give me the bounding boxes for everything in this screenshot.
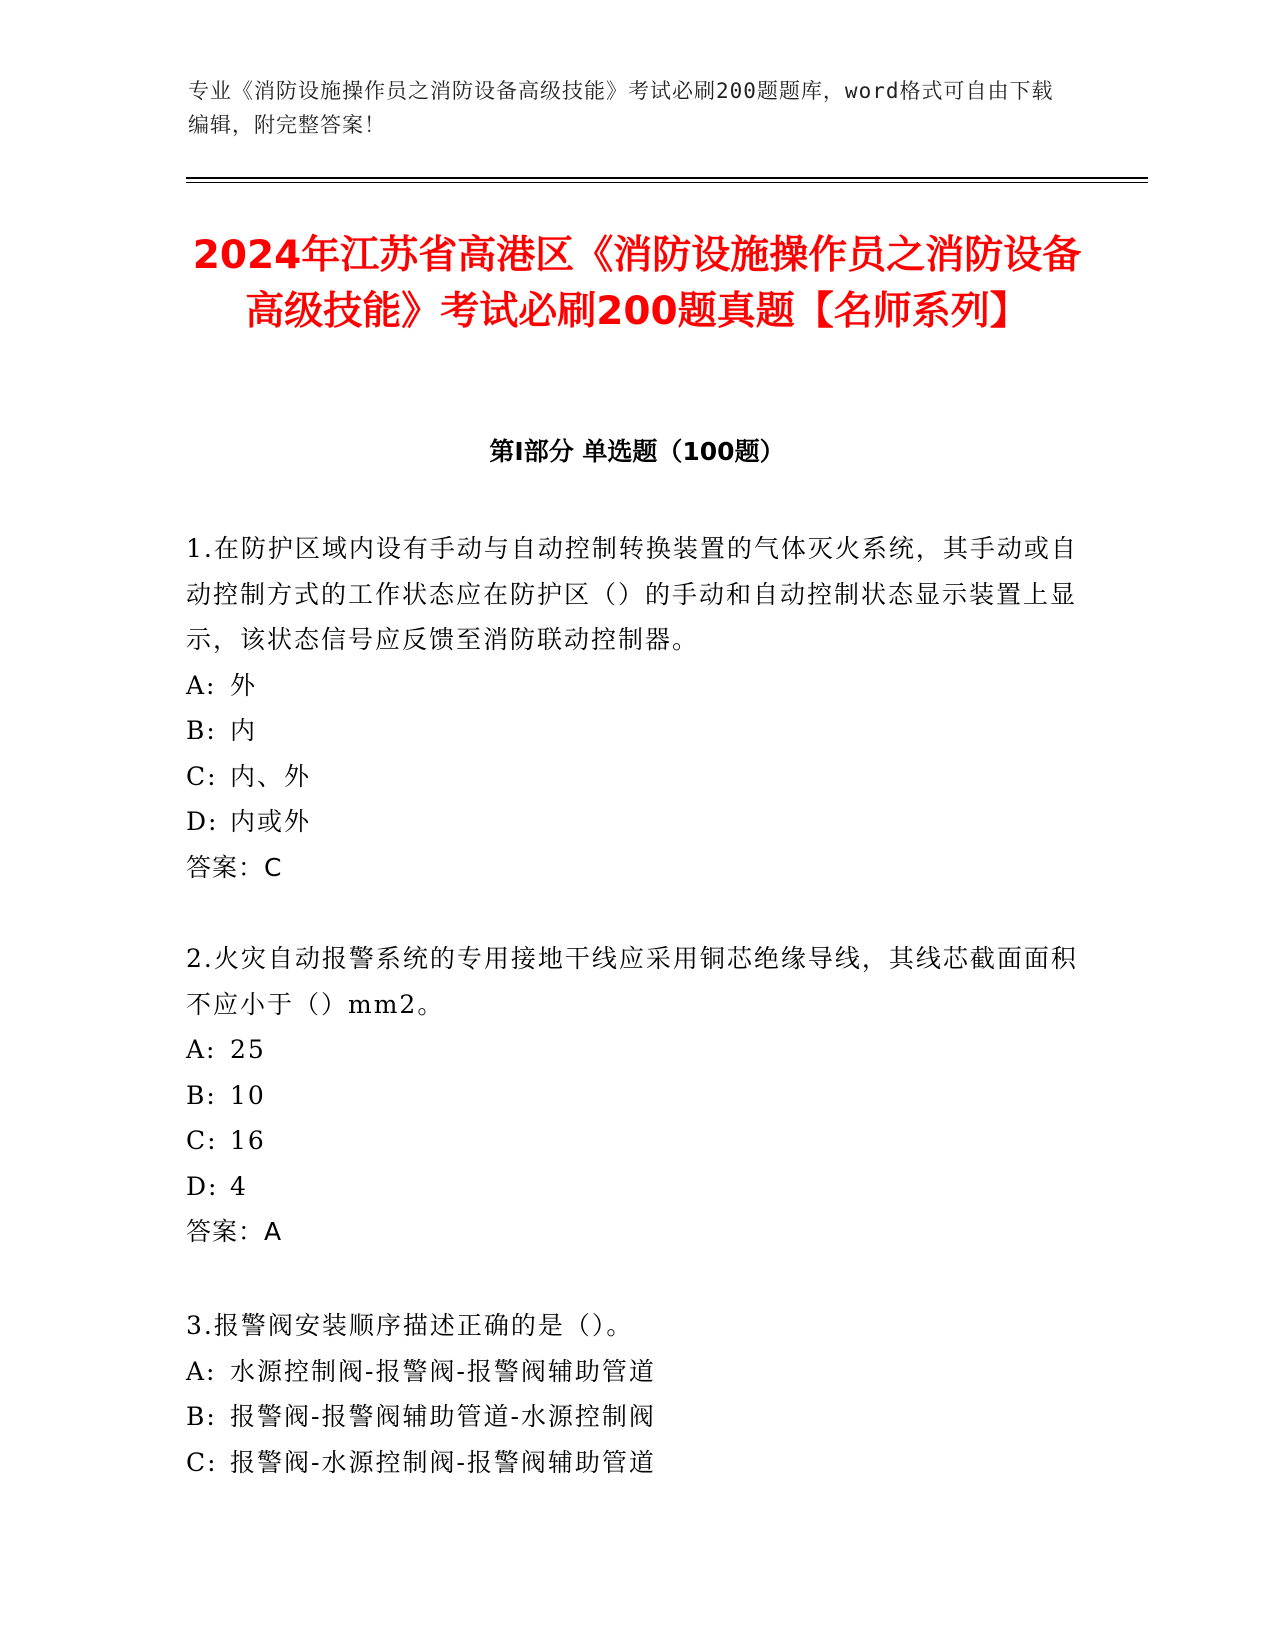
- option-text: 报警阀-水源控制阀-报警阀辅助管道: [230, 1447, 656, 1477]
- question-stem: 1.在防护区域内设有手动与自动控制转换装置的气体灭火系统，其手动或自动控制方式的工作状态应在防护区（）的手动和自动控制状态显示装置上显示，该状态信号应反馈至消防联动控制器。: [186, 534, 1078, 654]
- option-key: C:: [186, 1447, 218, 1477]
- option-text: 水源控制阀-报警阀-报警阀辅助管道: [230, 1356, 656, 1386]
- option-text: 10: [230, 1080, 266, 1110]
- answer-line: 答案：A: [186, 1217, 283, 1246]
- option-key: B:: [186, 1402, 217, 1431]
- option-text: 内: [230, 716, 258, 745]
- option-key: A:: [186, 1035, 217, 1064]
- option-a: [186, 1349, 1086, 1395]
- option-c: [186, 754, 1086, 800]
- option-a: [186, 663, 1086, 709]
- header-note: 专业《消防设施操作员之消防设备高级技能》考试必刷200题题库，word格式可自由下载编辑，附完整答案！: [188, 79, 1054, 137]
- option-key: C:: [186, 761, 218, 791]
- question-2: [186, 936, 1086, 1255]
- option-key: A:: [186, 1356, 217, 1386]
- option-text: 内或外: [230, 807, 312, 836]
- option-key: D:: [186, 1171, 219, 1201]
- option-key: B:: [186, 1080, 217, 1110]
- answer-line: 答案：C: [186, 852, 283, 882]
- option-key: A:: [186, 670, 217, 700]
- option-key: C:: [186, 1126, 218, 1155]
- option-c: [186, 1118, 1086, 1164]
- option-key: B:: [186, 716, 217, 745]
- option-text: 外: [230, 670, 258, 700]
- question-3: [186, 1303, 1086, 1485]
- option-b: [186, 1394, 1086, 1440]
- option-d: [186, 1164, 1086, 1210]
- option-a: [186, 1027, 1086, 1073]
- option-b: [186, 708, 1086, 754]
- question-stem: 3.报警阀安装顺序描述正确的是（）。: [186, 1311, 634, 1340]
- option-text: 4: [230, 1171, 248, 1201]
- question-stem: 2.火灾自动报警系统的专用接地干线应采用铜芯绝缘导线，其线芯截面面积不应小于（）mm2。: [186, 944, 1078, 1019]
- section-title: 第I部分 单选题（100题）: [489, 437, 785, 466]
- option-c: [186, 1440, 1086, 1486]
- question-1: [186, 526, 1086, 890]
- option-text: 16: [230, 1126, 266, 1155]
- option-d: [186, 799, 1086, 845]
- header-divider-thin: [186, 182, 1148, 183]
- option-text: 内、外: [230, 761, 312, 791]
- document-title: 2024年江苏省高港区《消防设施操作员之消防设备高级技能》考试必刷200题真题【名师系列】: [192, 233, 1082, 334]
- header-divider-thick: [186, 177, 1148, 179]
- option-text: 报警阀-报警阀辅助管道-水源控制阀: [230, 1402, 656, 1431]
- option-key: D:: [186, 807, 219, 836]
- option-b: [186, 1073, 1086, 1119]
- option-text: 25: [230, 1035, 266, 1064]
